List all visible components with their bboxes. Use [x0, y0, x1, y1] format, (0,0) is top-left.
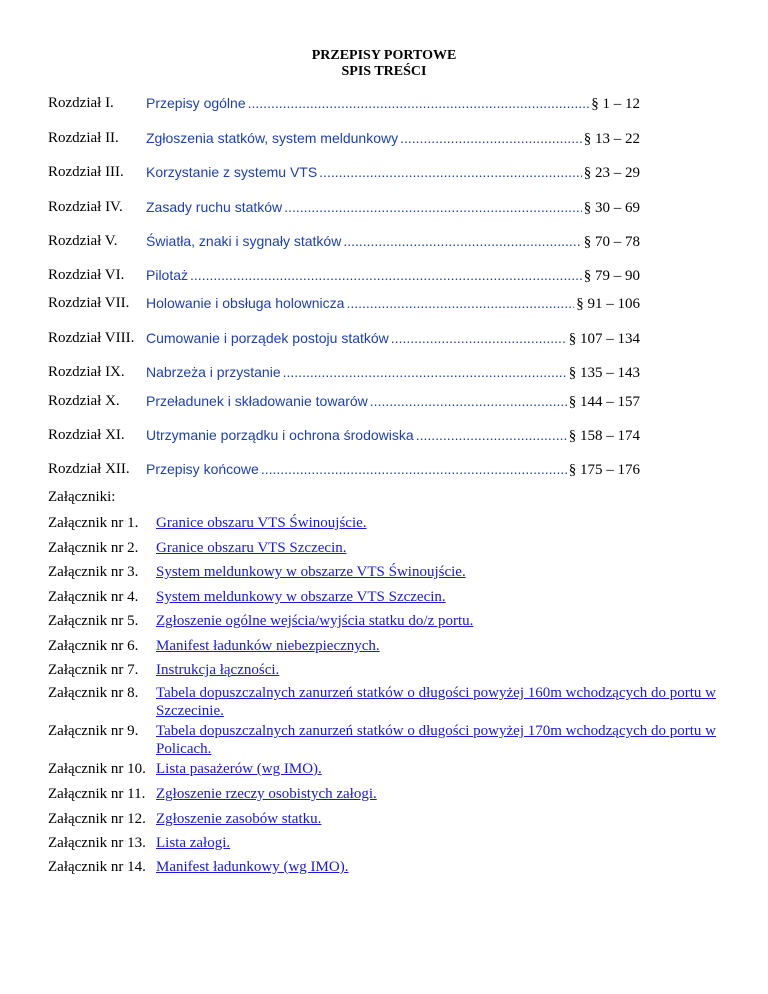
chapter-title-link[interactable]: Światła, znaki i sygnały statków — [146, 233, 342, 249]
attachment-label: Załącznik nr 14. — [48, 859, 146, 875]
chapter-label: Rozdział XI. — [48, 427, 125, 443]
attachment-link[interactable]: Zgłoszenie ogólne wejścia/wyjścia statku do/z portu. — [156, 613, 474, 629]
toc-row — [48, 391, 640, 411]
toc-entry[interactable] — [146, 328, 640, 348]
chapter-title-link[interactable]: Pilotaż — [146, 267, 189, 283]
toc-row — [48, 128, 640, 148]
chapter-label: Rozdział V. — [48, 233, 118, 249]
chapter-label: Rozdział III. — [48, 164, 124, 180]
chapter-label: Rozdział XII. — [48, 461, 130, 477]
toc-entry[interactable] — [146, 162, 640, 182]
attachment-label: Załącznik nr 11. — [48, 786, 146, 802]
attachments-heading: Załączniki: — [48, 489, 116, 505]
attachment-label: Załącznik nr 8. — [48, 685, 139, 701]
attachment-link[interactable]: Manifest ładunków niebezpiecznych. — [156, 638, 380, 654]
toc-row — [48, 265, 640, 285]
chapter-label: Rozdział IV. — [48, 199, 123, 215]
attachment-link[interactable]: Zgłoszenie zasobów statku. — [156, 811, 322, 827]
chapter-label: Rozdział VIII. — [48, 330, 135, 346]
chapter-title-link[interactable]: Korzystanie z systemu VTS — [146, 164, 318, 180]
attachment-link[interactable]: Tabela dopuszczalnych zanurzeń statków o długości powyżej 160m wchodzących do portu w Szczecinie. — [156, 685, 717, 719]
chapter-title-link[interactable]: Holowanie i obsługa holownicza — [146, 295, 345, 311]
toc-entry[interactable] — [146, 265, 640, 285]
toc-entry[interactable] — [146, 197, 640, 217]
section-range: § 135 – 143 — [568, 365, 640, 381]
attachment-label: Załącznik nr 1. — [48, 515, 139, 531]
toc-entry[interactable] — [146, 362, 640, 382]
dot-leader — [284, 197, 582, 217]
dot-leader — [346, 293, 574, 313]
section-range: § 175 – 176 — [568, 462, 640, 478]
dot-leader — [261, 459, 567, 479]
document-title: PRZEPISY PORTOWE — [311, 48, 457, 63]
attachment-label: Załącznik nr 4. — [48, 589, 139, 605]
document-subtitle: SPIS TREŚCI — [341, 64, 427, 79]
attachment-link[interactable]: Lista pasażerów (wg IMO). — [156, 761, 322, 777]
attachment-link[interactable]: Granice obszaru VTS Świnoujście. — [156, 515, 367, 531]
toc-entry[interactable] — [146, 425, 640, 445]
toc-entry[interactable] — [146, 293, 640, 313]
chapter-label: Rozdział VII. — [48, 295, 130, 311]
section-range: § 144 – 157 — [568, 394, 640, 410]
toc-row — [48, 293, 640, 313]
toc-row — [48, 197, 640, 217]
attachment-link[interactable]: Tabela dopuszczalnych zanurzeń statków o długości powyżej 170m wchodzących do portu w Policach. — [156, 723, 717, 757]
attachment-link[interactable]: System meldunkowy w obszarze VTS Szczecin. — [156, 589, 446, 605]
chapter-label: Rozdział X. — [48, 393, 120, 409]
dot-leader — [319, 162, 582, 182]
chapter-title-link[interactable]: Nabrzeża i przystanie — [146, 364, 281, 380]
chapter-title-link[interactable]: Utrzymanie porządku i ochrona środowiska — [146, 427, 414, 443]
attachment-label: Załącznik nr 9. — [48, 723, 139, 739]
dot-leader — [190, 265, 582, 285]
toc-entry[interactable] — [146, 459, 640, 479]
dot-leader — [391, 328, 567, 348]
section-range: § 79 – 90 — [583, 268, 640, 284]
section-range: § 1 – 12 — [591, 96, 640, 112]
attachment-label: Załącznik nr 5. — [48, 613, 139, 629]
toc-row — [48, 425, 640, 445]
section-range: § 23 – 29 — [583, 165, 640, 181]
attachment-link[interactable]: Lista załogi. — [156, 835, 231, 851]
chapter-label: Rozdział I. — [48, 95, 114, 111]
chapter-title-link[interactable]: Zgłoszenia statków, system meldunkowy — [146, 130, 399, 146]
attachment-link[interactable]: Manifest ładunkowy (wg IMO). — [156, 859, 349, 875]
toc-row — [48, 362, 640, 382]
chapter-title-link[interactable]: Przepisy ogólne — [146, 95, 246, 111]
attachment-label: Załącznik nr 7. — [48, 662, 139, 678]
toc-row — [48, 93, 640, 113]
chapter-label: Rozdział IX. — [48, 364, 125, 380]
attachment-label: Załącznik nr 2. — [48, 540, 139, 556]
attachment-link[interactable]: Granice obszaru VTS Szczecin. — [156, 540, 347, 556]
section-range: § 158 – 174 — [568, 428, 640, 444]
attachment-label: Załącznik nr 6. — [48, 638, 139, 654]
chapter-title-link[interactable]: Cumowanie i porządek postoju statków — [146, 330, 389, 346]
attachment-link[interactable]: Zgłoszenie rzeczy osobistych załogi. — [156, 786, 377, 802]
chapter-title-link[interactable]: Zasady ruchu statków — [146, 199, 283, 215]
chapter-title-link[interactable]: Przepisy końcowe — [146, 461, 259, 477]
section-range: § 13 – 22 — [583, 131, 640, 147]
toc-row — [48, 162, 640, 182]
attachment-link[interactable]: Instrukcja łączności. — [156, 662, 280, 678]
attachment-label: Załącznik nr 3. — [48, 564, 139, 580]
toc-row — [48, 328, 640, 348]
attachment-label: Załącznik nr 10. — [48, 761, 146, 777]
dot-leader — [416, 425, 567, 445]
dot-leader — [283, 362, 567, 382]
attachment-label: Załącznik nr 12. — [48, 811, 146, 827]
chapter-title-link[interactable]: Przeładunek i składowanie towarów — [146, 393, 368, 409]
attachment-label: Załącznik nr 13. — [48, 835, 146, 851]
dot-leader — [400, 128, 582, 148]
chapter-label: Rozdział VI. — [48, 267, 125, 283]
dot-leader — [343, 231, 581, 251]
toc-row — [48, 459, 640, 479]
toc-entry[interactable] — [146, 391, 640, 411]
toc-row — [48, 231, 640, 251]
section-range: § 70 – 78 — [583, 234, 640, 250]
section-range: § 30 – 69 — [583, 200, 640, 216]
toc-entry[interactable] — [146, 231, 640, 251]
section-range: § 91 – 106 — [576, 296, 640, 312]
toc-entry[interactable] — [146, 93, 640, 113]
toc-entry[interactable] — [146, 128, 640, 148]
dot-leader — [370, 391, 567, 411]
attachment-link[interactable]: System meldunkowy w obszarze VTS Świnoujście. — [156, 564, 466, 580]
chapter-label: Rozdział II. — [48, 130, 119, 146]
section-range: § 107 – 134 — [568, 331, 640, 347]
dot-leader — [248, 93, 590, 113]
